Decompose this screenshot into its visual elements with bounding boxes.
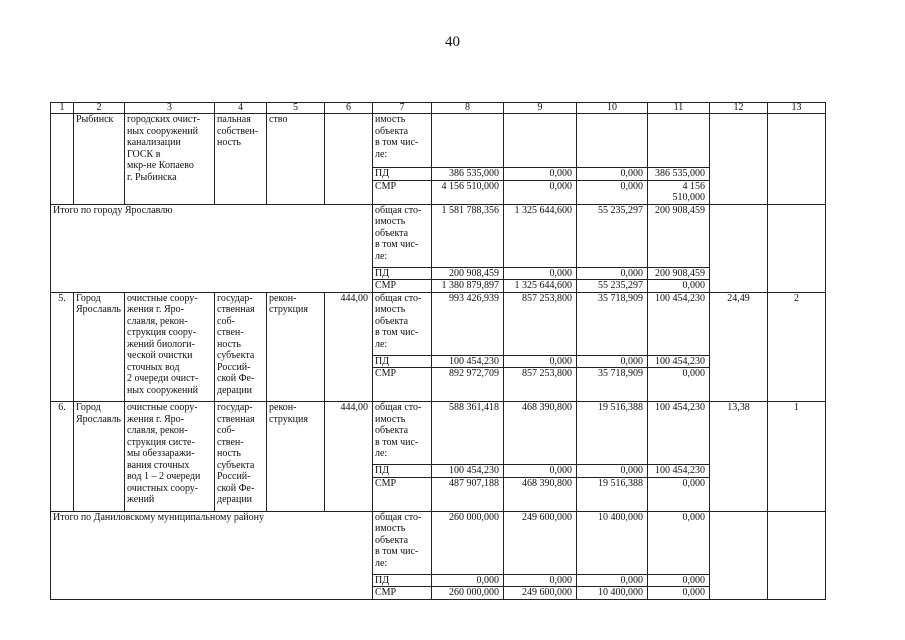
cell-pd-label: ПД (373, 355, 432, 368)
cell-value: 468 390,800 (504, 402, 577, 465)
cell-object: очистные соору- жения г. Яро- славля, рекон- струкция соору- жений биологи- ческой очистки сточных вод 2 очереди очист- ных сооружений (125, 292, 215, 402)
column-number-row (51, 103, 826, 114)
cell-value: 1 581 788,356 (432, 204, 504, 267)
cell-value: 100 454,230 (432, 465, 504, 478)
cell-value: 468 390,800 (504, 477, 577, 511)
cell-cost-label: общая сто- имость объекта в том чис- ле: (373, 292, 432, 355)
cell-value: 260 000,000 (432, 511, 504, 574)
cell-value: 100 454,230 (648, 465, 710, 478)
cell-value: 100 454,230 (648, 355, 710, 368)
col-number: 12 (710, 103, 768, 114)
cell-ownership: государ- ственная соб- ствен- ность субъекта Россий- ской Фе- дерации (215, 292, 267, 402)
cell-cost-label: общая сто- имость объекта в том чис- ле: (373, 402, 432, 465)
cell-value: 0,000 (648, 511, 710, 574)
col-number: 8 (432, 103, 504, 114)
cell-value: 588 361,418 (432, 402, 504, 465)
cell-object: городских очист- ных сооружений канализации ГОСК в мкр-не Копаево г. Рыбинска (125, 114, 215, 205)
cell-value: 100 454,230 (648, 402, 710, 465)
total-title: Итого по Даниловскому муниципальному району (51, 511, 373, 599)
total-row (51, 511, 826, 574)
cell-value: 4 156 510,000 (648, 180, 710, 204)
cell-c13 (768, 114, 826, 205)
cell-value: 386 535,000 (432, 168, 504, 181)
cell-smr-label: СМР (373, 477, 432, 511)
cell-pd-label: ПД (373, 267, 432, 280)
cell-c13 (768, 204, 826, 292)
col-number: 3 (125, 103, 215, 114)
cell-value: 35 718,909 (577, 292, 648, 355)
cell-value: 100 454,230 (648, 292, 710, 355)
cell-ownership: государ- ственная соб- ствен- ность субъекта Россий- ской Фе- дерации (215, 402, 267, 512)
cell-value: 892 972,709 (432, 368, 504, 402)
cell-value: 993 426,939 (432, 292, 504, 355)
cell-capacity (325, 114, 373, 205)
cell-value: 1 380 879,897 (432, 280, 504, 293)
col-number: 9 (504, 103, 577, 114)
cell-value: 249 600,000 (504, 587, 577, 600)
cell-value: 249 600,000 (504, 511, 577, 574)
cell-c12: 13,38 (710, 402, 768, 512)
cell-value: 0,000 (504, 355, 577, 368)
total-title: Итого по городу Ярославлю (51, 204, 373, 292)
cell-capacity: 444,00 (325, 292, 373, 402)
cell-locality: Рыбинск (74, 114, 125, 205)
cell-value: 260 000,000 (432, 587, 504, 600)
cell-value: 0,000 (577, 465, 648, 478)
col-number: 5 (267, 103, 325, 114)
col-number: 11 (648, 103, 710, 114)
cell-value: 55 235,297 (577, 204, 648, 267)
cell-smr-label: СМР (373, 280, 432, 293)
cell-pd-label: ПД (373, 168, 432, 181)
cell-c13 (768, 511, 826, 599)
col-number: 1 (51, 103, 74, 114)
cell-locality: Город Ярославль (74, 402, 125, 512)
cell-value: 0,000 (577, 267, 648, 280)
cell-value: 487 907,188 (432, 477, 504, 511)
col-number: 6 (325, 103, 373, 114)
cell-value: 100 454,230 (432, 355, 504, 368)
col-number: 7 (373, 103, 432, 114)
cell-value: 200 908,459 (432, 267, 504, 280)
cell-cost-label: имость объекта в том чис- ле: (373, 114, 432, 168)
cell-no: 5. (51, 292, 74, 402)
cell-value: 55 235,297 (577, 280, 648, 293)
total-row (51, 204, 826, 267)
cell-value: 0,000 (504, 574, 577, 587)
cell-locality: Город Ярославль (74, 292, 125, 402)
cell-value: 0,000 (577, 355, 648, 368)
cell-value: 0,000 (432, 574, 504, 587)
cell-value: 0,000 (504, 180, 577, 204)
cell-value: 19 516,388 (577, 402, 648, 465)
cell-c13: 1 (768, 402, 826, 512)
cell-value: 200 908,459 (648, 267, 710, 280)
cell-value: 0,000 (648, 368, 710, 402)
page-number: 40 (445, 34, 460, 50)
cell-work-type: рекон- струкция (267, 292, 325, 402)
cell-value: 0,000 (648, 477, 710, 511)
investment-table (50, 102, 826, 600)
cell-pd-label: ПД (373, 574, 432, 587)
cell-value: 857 253,800 (504, 368, 577, 402)
cell-value: 0,000 (577, 574, 648, 587)
cell-cost-label: общая сто- имость объекта в том чис- ле: (373, 204, 432, 267)
cell-value: 0,000 (577, 168, 648, 181)
col-number: 4 (215, 103, 267, 114)
cell-value (577, 114, 648, 168)
cell-value: 200 908,459 (648, 204, 710, 267)
cell-c12 (710, 511, 768, 599)
cell-value: 4 156 510,000 (432, 180, 504, 204)
cell-smr-label: СМР (373, 368, 432, 402)
cell-object: очистные соору- жения г. Яро- славля, рекон- струкция систе- мы обеззаражи- вания сточных вод 1 – 2 очереди очистных соору- жений (125, 402, 215, 512)
cell-value: 0,000 (648, 280, 710, 293)
cell-work-type: ство (267, 114, 325, 205)
cell-value: 0,000 (648, 574, 710, 587)
cell-value: 10 400,000 (577, 587, 648, 600)
cell-value (648, 114, 710, 168)
cell-value: 0,000 (504, 465, 577, 478)
cell-value: 1 325 644,600 (504, 280, 577, 293)
cell-c13: 2 (768, 292, 826, 402)
cell-value: 0,000 (648, 587, 710, 600)
cell-c12 (710, 204, 768, 292)
cell-smr-label: СМР (373, 587, 432, 600)
cell-value: 0,000 (577, 180, 648, 204)
cell-value (504, 114, 577, 168)
cell-value: 0,000 (504, 168, 577, 181)
cell-value: 1 325 644,600 (504, 204, 577, 267)
cell-value: 386 535,000 (648, 168, 710, 181)
table-row (51, 114, 826, 168)
cell-value (432, 114, 504, 168)
cell-value: 10 400,000 (577, 511, 648, 574)
cell-cost-label: общая сто- имость объекта в том чис- ле: (373, 511, 432, 574)
cell-c12 (710, 114, 768, 205)
cell-value: 19 516,388 (577, 477, 648, 511)
cell-capacity: 444,00 (325, 402, 373, 512)
cell-no (51, 114, 74, 205)
col-number: 2 (74, 103, 125, 114)
cell-value: 0,000 (504, 267, 577, 280)
col-number: 10 (577, 103, 648, 114)
cell-value: 857 253,800 (504, 292, 577, 355)
cell-work-type: рекон- струкция (267, 402, 325, 512)
cell-smr-label: СМР (373, 180, 432, 204)
cell-pd-label: ПД (373, 465, 432, 478)
table-row (51, 402, 826, 465)
cell-value: 35 718,909 (577, 368, 648, 402)
cell-no: 6. (51, 402, 74, 512)
cell-ownership: пальная собствен- ность (215, 114, 267, 205)
table-row (51, 292, 826, 355)
cell-c12: 24,49 (710, 292, 768, 402)
col-number: 13 (768, 103, 826, 114)
